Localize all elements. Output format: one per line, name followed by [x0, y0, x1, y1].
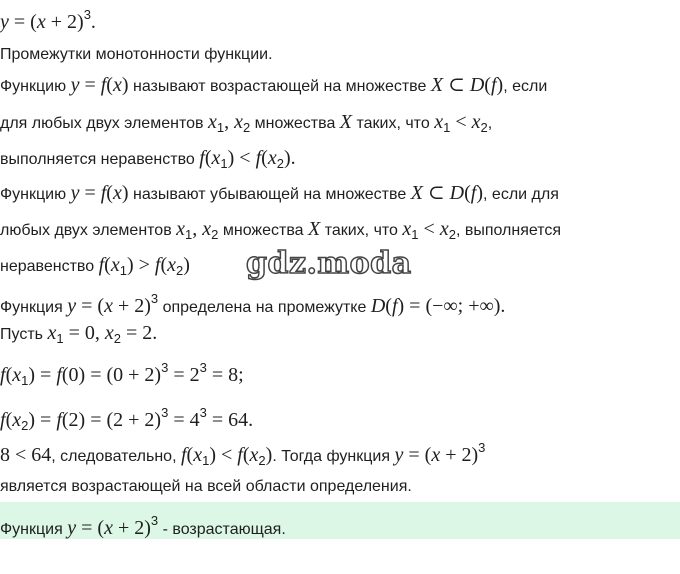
- final-answer: Функция $y = (x + 2)^3$ - возрастающая.: [0, 513, 286, 539]
- definition-increasing-2: для любых двух элементов $x_1$, $x_2$ множества X таких, что $x_1 < x_2$,: [0, 111, 493, 135]
- calc-line-1: $f(x_1) = f(0) = (0 + 2)^3 = 2^3 = 8$;: [0, 360, 244, 388]
- calc-line-2: $f(x_2) = f(2) = (2 + 2)^3 = 4^3 = 64$.: [0, 405, 254, 433]
- section-heading: Промежутки монотонности функции.: [0, 46, 273, 63]
- definition-increasing-1: Функцию y = f(x) называют возрастающей на множестве X ⊂ D(f), если: [0, 74, 548, 96]
- comparison-line: 8 < 64, следовательно, $f(x_1) < f(x_2)$. Тогда функция $y = (x + 2)^3$: [0, 440, 486, 468]
- definition-increasing-3: выполняется неравенство $f(x_1) < f(x_2)$.: [0, 147, 296, 171]
- definition-decreasing-1: Функцию y = f(x) называют убывающей на множестве X ⊂ D(f), если для: [0, 182, 559, 204]
- definition-decreasing-3: неравенство $f(x_1) > f(x_2)$: [0, 254, 190, 278]
- watermark-logo: gdz.moda: [246, 246, 412, 281]
- domain-statement: Функция $y = (x + 2)^3$ определена на промежутке D(f) = (−∞; +∞).: [0, 291, 506, 317]
- equation-line: $y = (x + 2)^3$.: [0, 7, 96, 33]
- conclusion-text: является возрастающей на всей области определения.: [0, 478, 412, 495]
- definition-decreasing-2: любых двух элементов $x_1$, $x_2$ множества X таких, что $x_1 < x_2$, выполняется: [0, 218, 562, 242]
- let-statement: Пусть $x_1 = 0$, $x_2 = 2$.: [0, 322, 158, 346]
